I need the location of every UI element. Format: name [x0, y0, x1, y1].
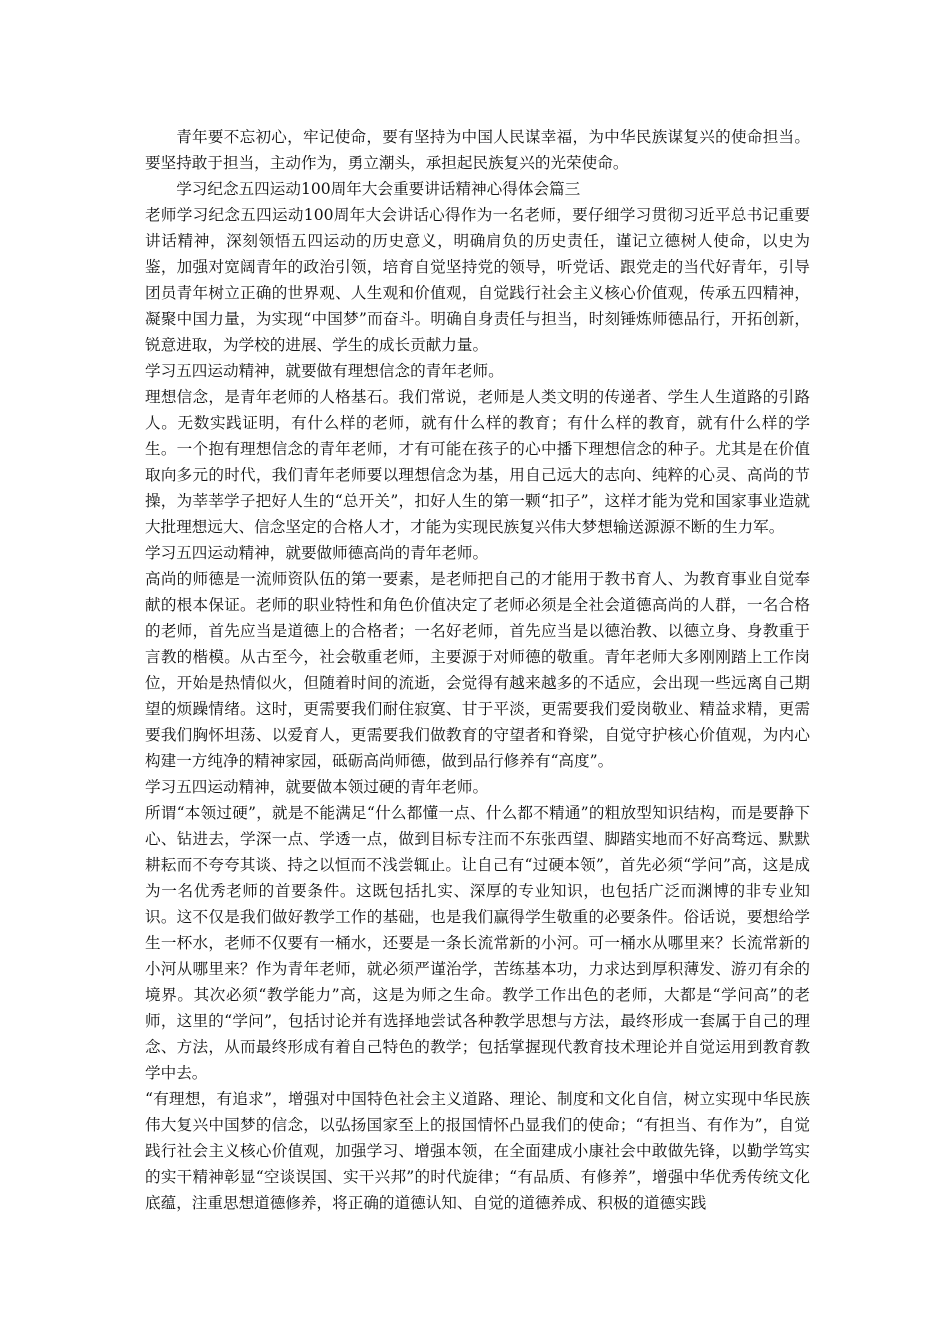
document-page [145, 124, 810, 1216]
heading-skills: 学习五四运动精神，就要做本领过硬的青年老师。 [145, 778, 489, 796]
paragraph-aspirations: “有理想，有追求”，增强对中国特色社会主义道路、理论、制度和文化自信，树立实现中华民族伟大复兴中国梦的信念，以弘扬国家至上的报国情怀凸显我们的使命；“有担当、有作为”，自觉践行社会主义核心价值观，加强学习、增强本领，在全面建成小康社会中敢做先锋，以勤学笃实的实干精神彰显“空谈误国、实干兴邦”的时代旋律；“有品质、有修养”，增强中华优秀传统文化底蕴，注重思想道德修养，将正确的道德认知、自觉的道德养成、积极的道德实践 [145, 1090, 810, 1212]
paragraph-ideals: 理想信念，是青年老师的人格基石。我们常说，老师是人类文明的传递者、学生人生道路的引路人。无数实践证明，有什么样的老师，就有什么样的教育；有什么样的教育，就有什么样的学生。一个抱有理想信念的青年老师，才有可能在孩子的心中播下理想信念的种子。尤其是在价值取向多元的时代，我们青年老师要以理想信念为基，用自己远大的志向、纯粹的心灵、高尚的节操，为莘莘学子把好人生的“总开关”，扣好人生的第一颗“扣子”，这样才能为党和国家事业造就大批理想远大、信念坚定的合格人才，才能为实现民族复兴伟大梦想输送源源不断的生力军。 [145, 388, 810, 536]
heading-ideals: 学习五四运动精神，就要做有理想信念的青年老师。 [145, 362, 504, 380]
paragraph-skills: 所谓“本领过硬”，就是不能满足“什么都懂一点、什么都不精通”的粗放型知识结构，而是要静下心、钻进去，学深一点、学透一点，做到目标专注而不东张西望、脚踏实地而不好高骛远、默默耕耘而不夸夸其谈、持之以恒而不浅尝辄止。让自己有“过硬本领”，首先必须“学问”高，这是成为一名优秀老师的首要条件。这既包括扎实、深厚的专业知识，也包括广泛而渊博的非专业知识。这不仅是我们做好教学工作的基础，也是我们赢得学生敬重的必要条件。俗话说，要想给学生一杯水，老师不仅要有一桶水，还要是一条长流常新的小河。可一桶水从哪里来？长流常新的小河从哪里来？作为青年老师，就必须严谨治学，苦练基本功，力求达到厚积薄发、游刃有余的境界。其次必须“教学能力”高，这是为师之生命。教学工作出色的老师，大都是“学问高”的老师，这里的“学问”，包括讨论并有选择地尝试各种教学思想与方法，最终形成一套属于自己的理念、方法，从而最终形成有着自己特色的教学；包括掌握现代教育技术理论并自觉运用到教育教学中去。 [145, 804, 810, 1082]
paragraph-youth-mission: 青年要不忘初心，牢记使命，要有坚持为中国人民谋幸福，为中华民族谋复兴的使命担当。要坚持敢于担当，主动作为，勇立潮头，承担起民族复兴的光荣使命。 [145, 128, 810, 172]
heading-ethics: 学习五四运动精神，就要做师德高尚的青年老师。 [145, 544, 489, 562]
paragraph-ethics: 高尚的师德是一流师资队伍的第一要素，是老师把自己的才能用于教书育人、为教育事业自觉奉献的根本保证。老师的职业特性和角色价值决定了老师必须是全社会道德高尚的人群，一名合格的老师，首先应当是道德上的合格者；一名好老师，首先应当是以德治教、以德立身、身教重于言教的楷模。从古至今，社会敬重老师，主要源于对师德的敬重。青年老师大多刚刚踏上工作岗位，开始是热情似火，但随着时间的流逝，会觉得有越来越多的不适应，会出现一些远离自己期望的烦躁情绪。这时，更需要我们耐住寂寞、甘于平淡，更需要我们爱岗敬业、精益求精，更需要我们胸怀坦荡、以爱育人，更需要我们做教育的守望者和脊梁，自觉守护核心价值观，为内心构建一方纯净的精神家园，砥砺高尚师德，做到品行修养有“高度”。 [145, 570, 810, 770]
section-title: 学习纪念五四运动100周年大会重要讲话精神心得体会篇三 [176, 180, 581, 198]
paragraph-intro: 老师学习纪念五四运动100周年大会讲话心得作为一名老师，要仔细学习贯彻习近平总书记重要讲话精神，深刻领悟五四运动的历史意义，明确肩负的历史责任，谨记立德树人使命，以史为鉴，加强对宽阔青年的政治引领，培育自觉坚持党的领导，听党话、跟党走的当代好青年，引导团员青年树立正确的世界观、人生观和价值观，自觉践行社会主义核心价值观，传承五四精神，凝聚中国力量，为实现“中国梦”而奋斗。明确自身责任与担当，时刻锤炼师德品行，开拓创新，锐意进取，为学校的进展、学生的成长贡献力量。 [145, 206, 810, 354]
